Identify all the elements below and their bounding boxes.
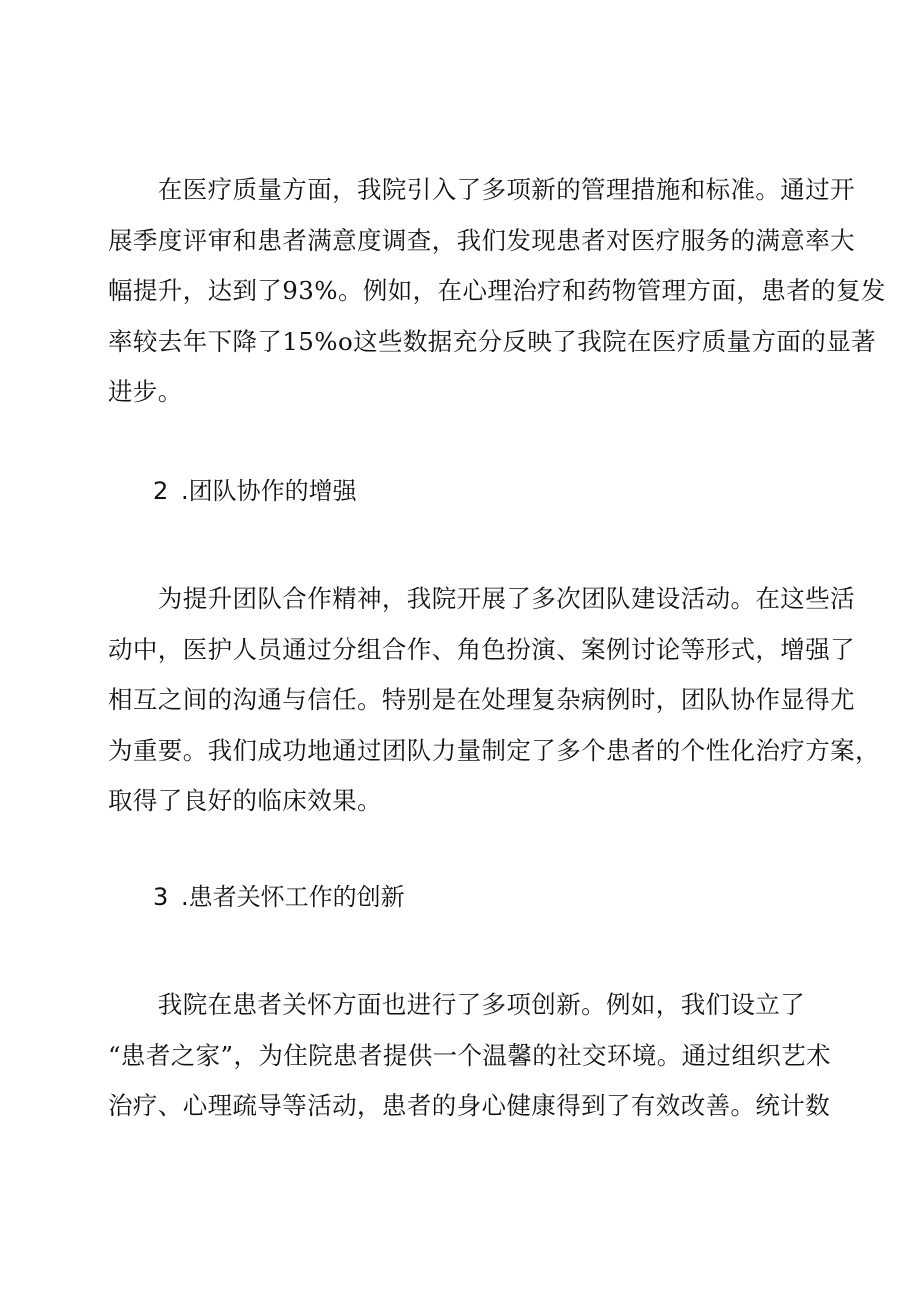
- section-title: .患者关怀工作的创新: [181, 883, 405, 911]
- section-title: .团队协作的增强: [181, 477, 357, 505]
- paragraph-line: “患者之家”，为住院患者提供一个温馨的社交环境。通过组织艺术: [108, 1040, 832, 1070]
- paragraph-line: 动中，医护人员通过分组合作、角色扮演、案例讨论等形式，增强了: [108, 634, 855, 664]
- paragraph-line: 为重要。我们成功地通过团队力量制定了多个患者的个性化治疗方案，: [108, 735, 880, 765]
- paragraph-line: 治疗、心理疏导等活动，患者的身心健康得到了有效改善。统计数: [108, 1091, 831, 1120]
- paragraph-line: 幅提升，达到了93%。例如，在心理治疗和药物管理方面，患者的复发: [108, 276, 886, 305]
- paragraph-line: 取得了良好的临床效果。: [108, 786, 382, 815]
- section-number: 3: [153, 883, 169, 911]
- paragraph-line: 进步。: [108, 377, 183, 406]
- paragraph-line: 为提升团队合作精神，我院开展了多次团队建设活动。在这些活: [108, 584, 855, 613]
- paragraph-medical-quality: [108, 165, 886, 418]
- paragraph-line: 率较去年下降了15%o这些数据充分反映了我院在医疗质量方面的显著: [108, 326, 877, 356]
- paragraph-line: 相互之间的沟通与信任。特别是在处理复杂病例时，团队协作显得尤: [108, 685, 855, 714]
- paragraph-line: 我院在患者关怀方面也进行了多项创新。例如，我们设立了: [108, 990, 806, 1019]
- paragraph-line: 在医疗质量方面，我院引入了多项新的管理措施和标准。通过开: [108, 175, 855, 204]
- paragraph-line: 展季度评审和患者满意度调查，我们发现患者对医疗服务的满意率大: [108, 225, 855, 255]
- paragraph-team-building: [108, 574, 880, 827]
- section-heading-patient-care: [153, 882, 405, 912]
- section-number: 2: [153, 477, 169, 505]
- paragraph-patient-care: [108, 980, 832, 1132]
- section-heading-team-collaboration: [153, 476, 357, 506]
